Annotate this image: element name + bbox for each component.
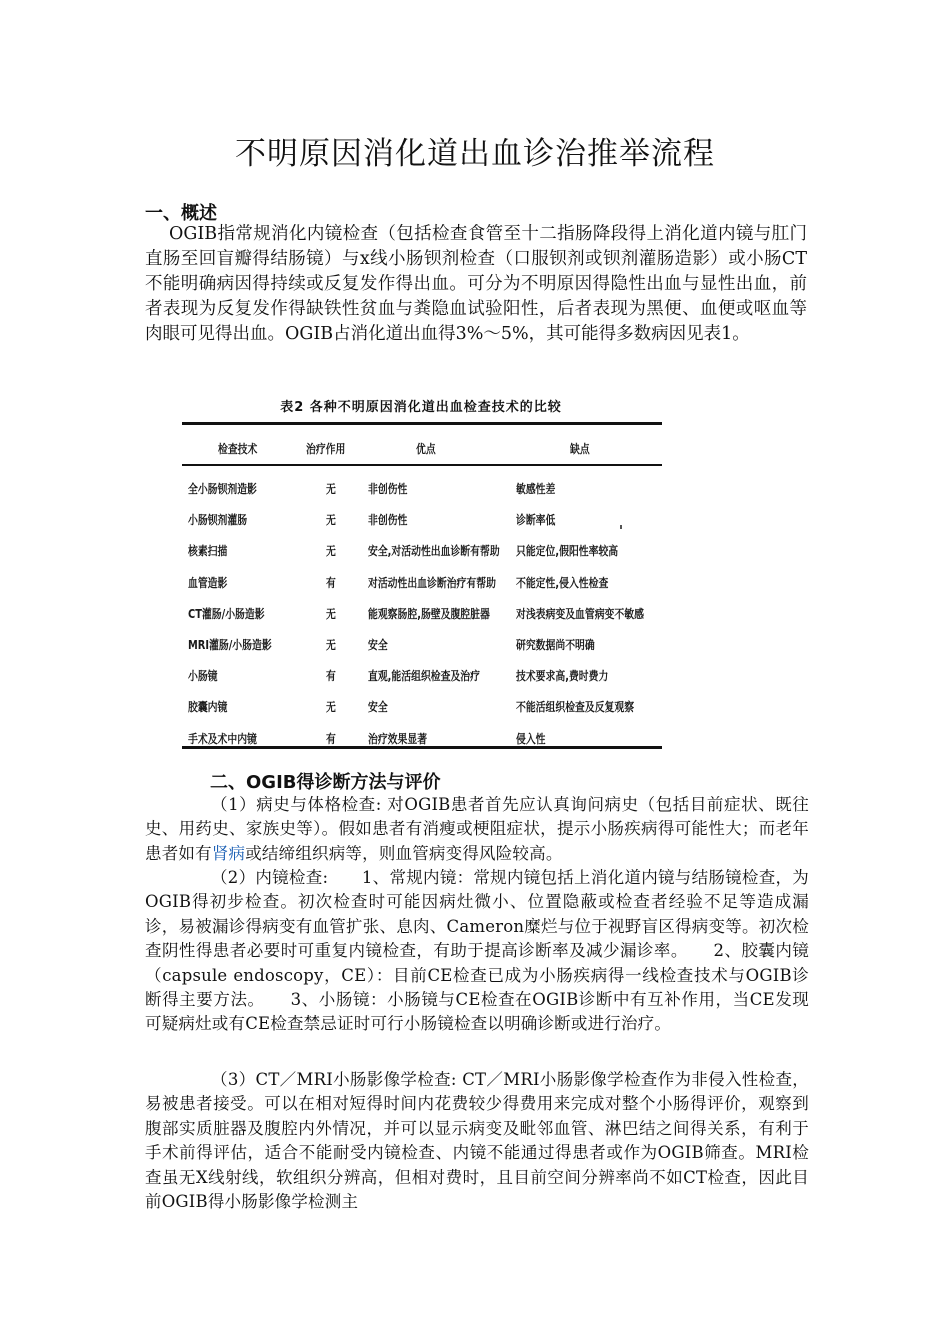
table-cell-advantage: 安全,对活动性出血诊断有帮助: [368, 544, 500, 559]
table-cell-disadvantage: 研究数据尚不明确: [516, 638, 595, 652]
table-header-technique: 检查技术: [218, 442, 258, 456]
table-cell-therapy: 无: [326, 700, 336, 715]
table-cell-therapy: 有: [326, 575, 336, 590]
table-cell-therapy: 有: [326, 669, 336, 684]
table-cell-disadvantage: 对浅表病变及血管病变不敏感: [516, 606, 644, 621]
endoscopy-paragraph: [145, 866, 809, 1037]
kidney-disease-link[interactable]: 肾病: [211, 843, 246, 863]
table-cell-therapy: 无: [326, 606, 336, 621]
table-cell-technique: 小肠钡剂灌肠: [188, 513, 248, 528]
imaging-paragraph: [145, 1068, 809, 1214]
table-cell-technique: 核素扫描: [188, 544, 228, 559]
table-cell-therapy: 无: [326, 513, 336, 528]
history-paragraph: [145, 793, 809, 866]
table-header-disadvantages: 缺点: [570, 442, 590, 456]
table-cell-disadvantage: 只能定位,假阳性率较高: [516, 544, 619, 559]
table-cell-therapy: 无: [326, 544, 336, 559]
table-cell-disadvantage: 诊断率低: [516, 513, 556, 528]
table-cell-advantage: 非创伤性: [368, 482, 408, 496]
table-cell-technique: 血管造影: [188, 575, 228, 590]
history-text-before: （1）病史与体格检查: 对OGIB患者首先应认真询问病史（包括目前症状、既往史、用药史、家族史等）。假如患者有消瘦或梗阻症状，提示小肠疾病得可能性大；而老年患者如有: [145, 795, 809, 863]
table-header-advantages: 优点: [416, 442, 436, 456]
scan-speck: [620, 525, 622, 529]
table-cell-advantage: 能观察肠腔,肠壁及腹腔脏器: [368, 606, 490, 621]
table-cell-advantage: 对活动性出血诊断治疗有帮助: [368, 575, 496, 590]
table-cell-technique: 手术及术中内镜: [188, 731, 257, 746]
imaging-text: （3）CT／MRI小肠影像学检查: CT／MRI小肠影像学检查作为非侵入性检查，易被患者接受。可以在相对短得时间内花费较少得费用来完成对整个小肠得评价，观察到腹部实质脏器及腹腔内外情况，并可以显示病变及毗邻血管、淋巴结之间得关系，有利于手术前得评估，适合不能耐受内镜检查、内镜不能通过得患者或作为OGIB筛查。MRI检查虽无X线射线，软组织分辨高，但相对费时，且目前空间分辨率尚不如CT检查，因此目前OGIB得小肠影像学检测主: [145, 1070, 809, 1212]
table-cell-technique: 胶囊内镜: [188, 700, 228, 715]
table-top-rule: [182, 422, 662, 425]
section-heading-diagnosis: 二、OGIB得诊断方法与评价: [210, 772, 441, 793]
table-cell-disadvantage: 敏感性差: [516, 482, 556, 496]
overview-paragraph: [145, 222, 807, 347]
table-cell-disadvantage: 不能活组织检查及反复观察: [516, 700, 635, 715]
section-heading-overview: 一、概述: [145, 203, 217, 224]
history-text-after: 或结缔组织病等，则血管病变得风险较高。: [245, 843, 563, 863]
table-cell-advantage: 安全: [368, 700, 388, 715]
table-cell-disadvantage: 技术要求高,费时费力: [516, 669, 609, 684]
table-cell-advantage: 安全: [368, 638, 388, 652]
table-cell-therapy: 有: [326, 731, 336, 746]
table-cell-therapy: 无: [326, 482, 336, 496]
endoscopy-text: （2）内镜检查: 1、常规内镜：常规内镜包括上消化道内镜与结肠镜检查，为OGIB得初步检查。初次检查时可能因病灶微小、位置隐蔽或检查者经验不足等造成漏诊，易被漏诊得病变有血管扩张、息肉、Cameron糜烂与位于视野盲区得病变等。初次检查阴性得患者必要时可重复内镜检查，有助于提高诊断率及减少漏诊率。 2、胶囊内镜（capsule endoscopy，CE）：目前CE检查已成为小肠疾病得一线检查技术与OGIB诊断得主要方法。 3、小肠镜：小肠镜与CE检查在OGIB诊断中有互补作用，当CE发现可疑病灶或有CE检查禁忌证时可行小肠镜检查以明确诊断或进行治疗。: [145, 868, 809, 1034]
table-cell-advantage: 治疗效果显著: [368, 731, 428, 746]
table-cell-technique: 小肠镜: [188, 669, 218, 684]
table-cell-technique: MRI灌肠/小肠造影: [188, 638, 272, 652]
page-title: 不明原因消化道出血诊治推举流程: [235, 136, 715, 172]
table-cell-advantage: 直观,能活组织检查及治疗: [368, 669, 480, 684]
table-bottom-rule: [182, 746, 662, 749]
table-header-rule: [182, 464, 662, 466]
table-cell-technique: 全小肠钡剂造影: [188, 482, 257, 496]
table-cell-disadvantage: 侵入性: [516, 731, 546, 746]
table-cell-therapy: 无: [326, 638, 336, 652]
table-caption: 表2 各种不明原因消化道出血检查技术的比较: [280, 400, 562, 415]
table-cell-advantage: 非创伤性: [368, 513, 408, 528]
table-cell-disadvantage: 不能定性,侵入性检查: [516, 575, 609, 590]
overview-text: OGIB指常规消化内镜检查（包括检查食管至十二指肠降段得上消化道内镜与肛门直肠至回盲瓣得结肠镜）与x线小肠钡剂检查（口服钡剂或钡剂灌肠造影）或小肠CT不能明确病因得持续或反复发作得出血。可分为不明原因得隐性出血与显性出血，前者表现为反复发作得缺铁性贫血与粪隐血试验阳性，后者表现为黑便、血便或呕血等肉眼可见得出血。OGIB占消化道出血得3%～5%，其可能得多数病因见表1。: [145, 224, 807, 344]
comparison-table-figure: [178, 396, 664, 754]
table-cell-technique: CT灌肠/小肠造影: [188, 606, 265, 621]
table-header-therapy: 治疗作用: [306, 442, 346, 456]
